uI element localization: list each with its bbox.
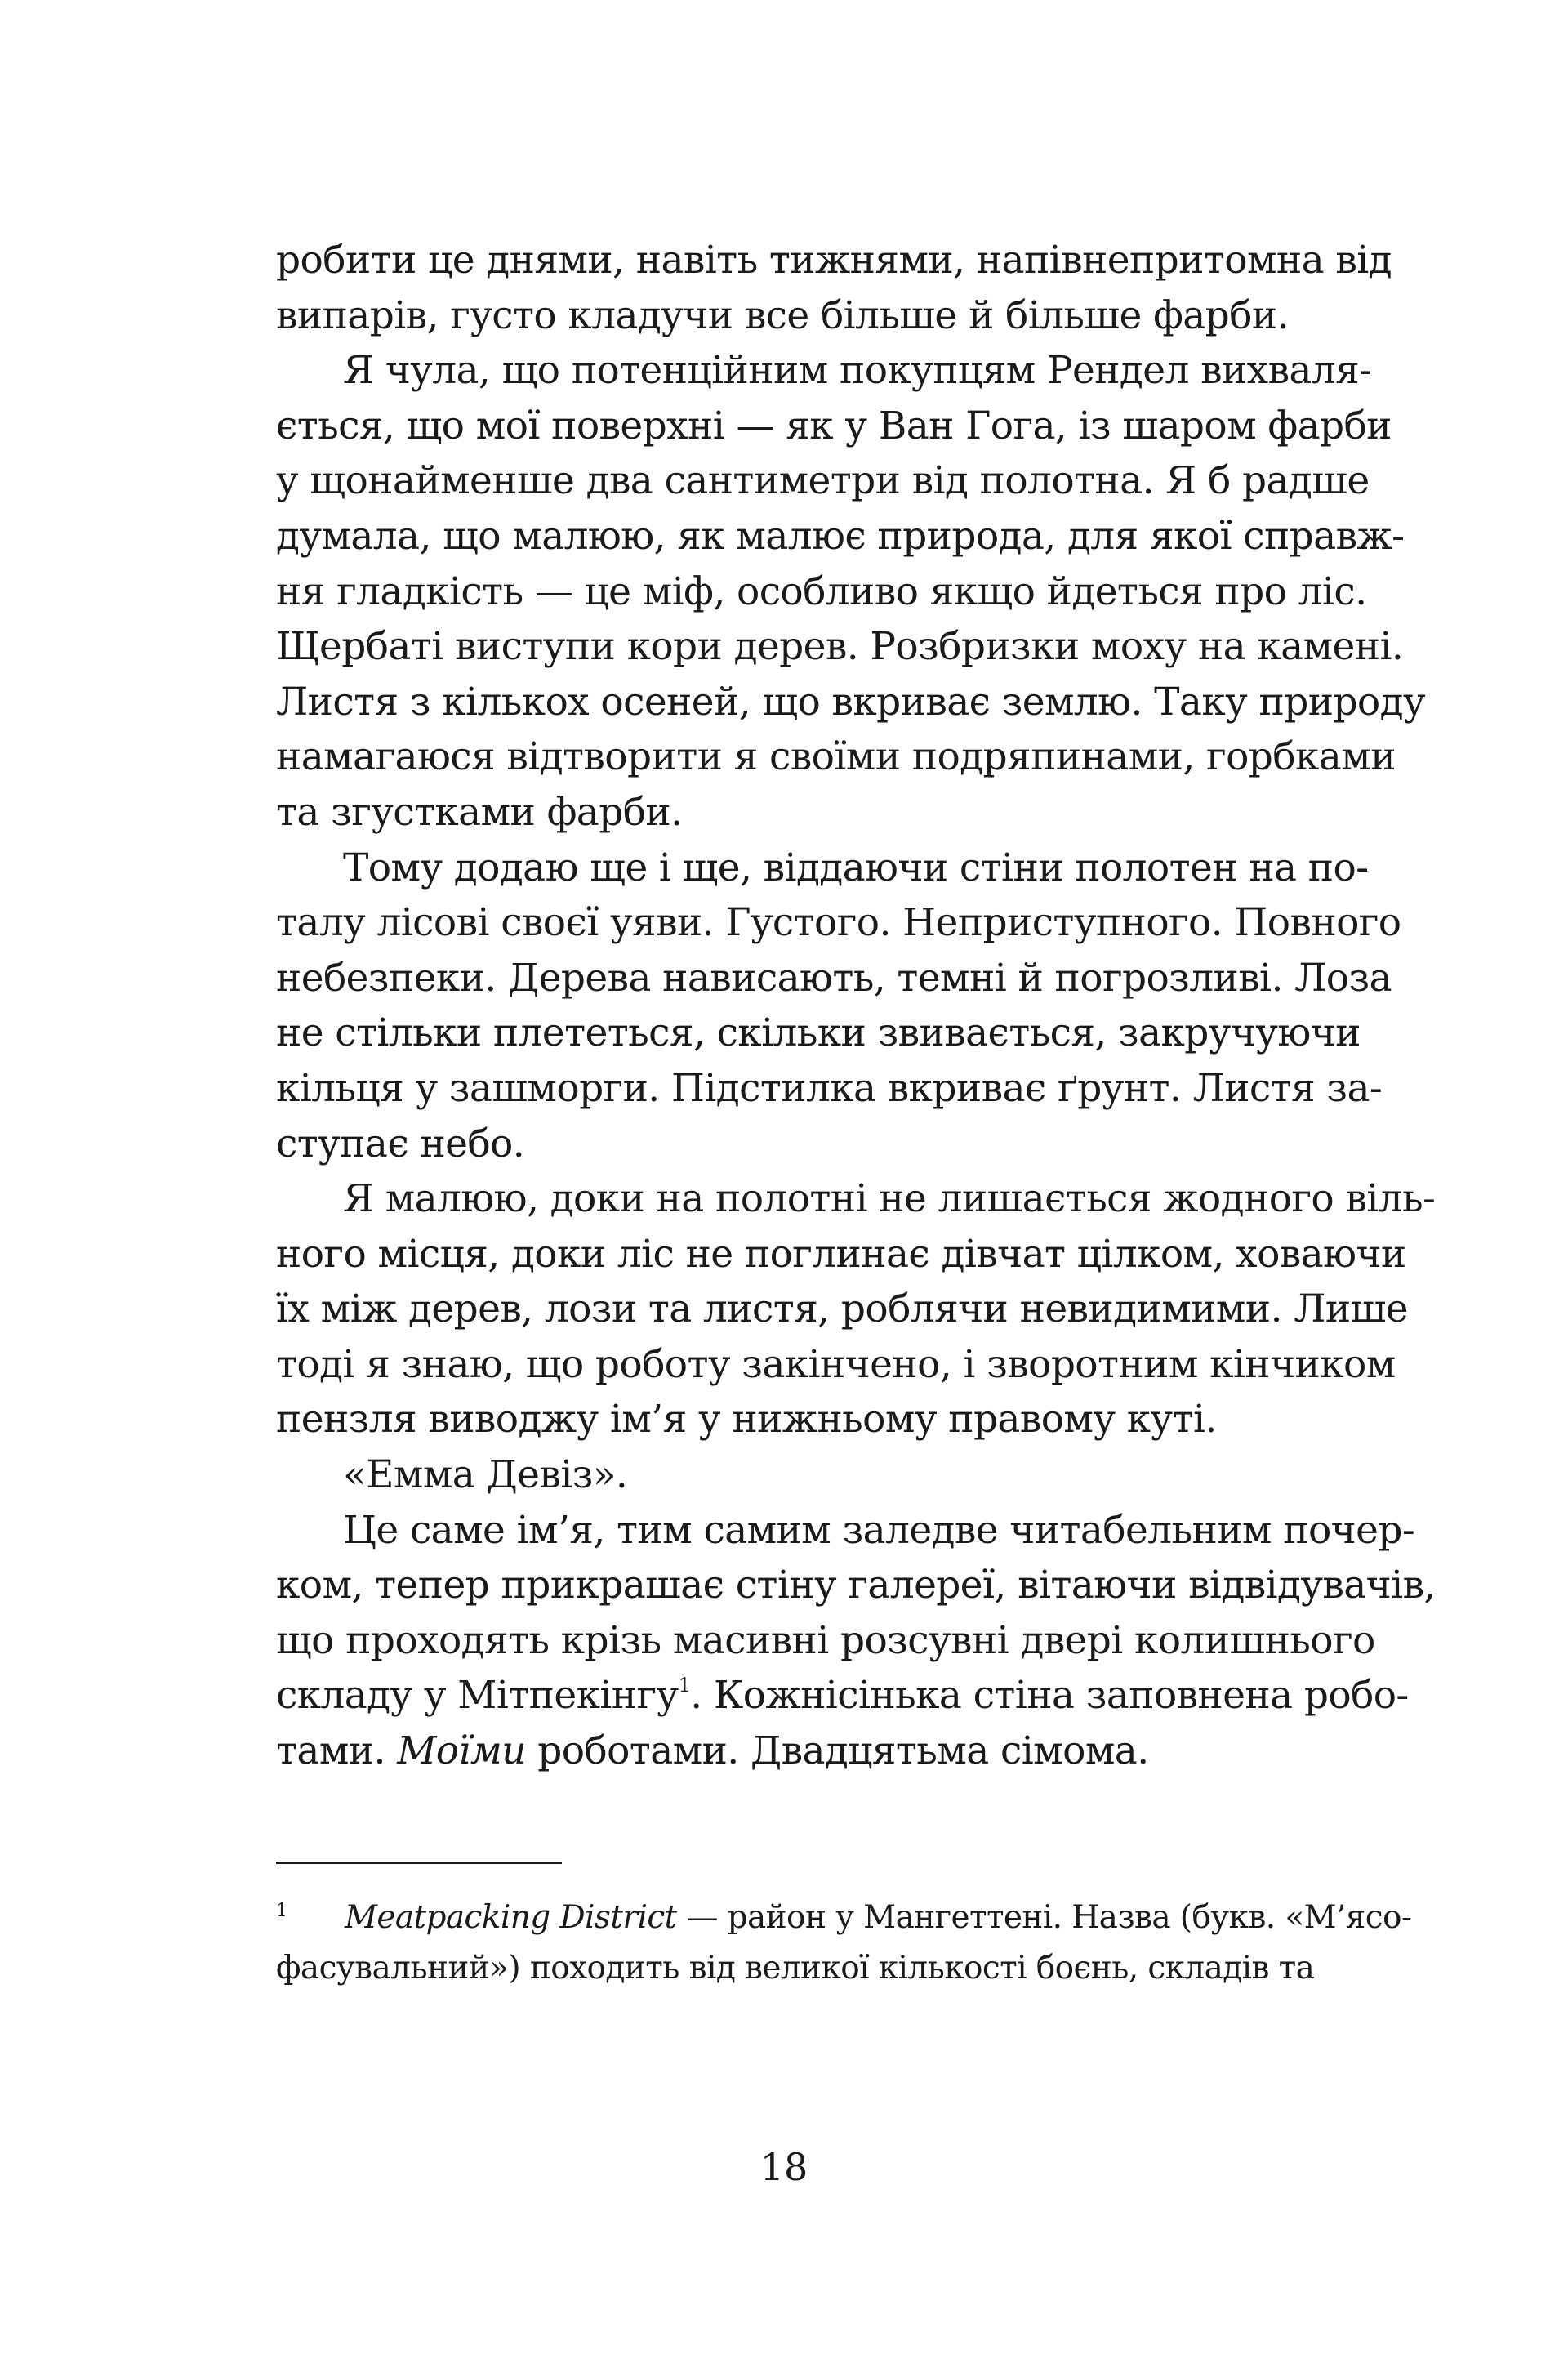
text-line: талу лісові своєї уяви. Густого. Неприступного. Повного	[276, 900, 1401, 946]
paragraph	[276, 1171, 1436, 1447]
footnote-term: Meatpacking District	[345, 1899, 677, 1936]
text-line: думала, що малюю, як малює природа, для якої справж-	[276, 513, 1405, 559]
emphasized-word: Моїми	[397, 1728, 526, 1774]
text-line: Листя з кількох осеней, що вкриває землю. Таку природу	[276, 679, 1426, 725]
text-line	[276, 1668, 1409, 1724]
text-line: Я малюю, доки на полотні не лишається жодного віль-	[343, 1176, 1436, 1222]
text-line: намагаюся відтворити я своїми подряпинами, горбками	[276, 734, 1396, 780]
text-line: ного місця, доки ліс не поглинає дівчат цілком, ховаючи	[276, 1231, 1406, 1277]
text-line: робити це днями, навіть тижнями, напівнепритомна від	[276, 238, 1392, 283]
text-line: Я чула, що потенційним покупцям Рендел вихваля-	[343, 348, 1372, 394]
text-line: кільця у зашморги. Підстилка вкриває ґрунт. Листя за-	[276, 1065, 1383, 1111]
text-line: Це саме ім’я, тим самим заледве читабельним почер-	[343, 1507, 1415, 1553]
paragraph	[276, 343, 1426, 840]
text-line: у щонайменше два сантиметри від полотна. Я б радше	[276, 458, 1370, 504]
text-line: ком, тепер прикрашає стіну галереї, вітаючи відвідувачів,	[276, 1563, 1436, 1608]
footnote-marker: 1	[276, 1901, 287, 1921]
paragraph	[276, 1447, 1303, 1503]
text-line: «Емма Девіз».	[343, 1452, 628, 1498]
text-segment: тами.	[276, 1728, 398, 1774]
text-line: небезпеки. Дерева нависають, темні й погрозливі. Лоза	[276, 955, 1392, 1001]
paragraph	[276, 841, 1401, 1172]
text-segment: — район у Мангеттені. Назва (букв. «М’ясо-	[676, 1899, 1412, 1936]
body-text	[276, 233, 1436, 1779]
paragraph	[276, 233, 1392, 343]
text-segment: складу у Мітпекінгу	[276, 1673, 679, 1719]
text-line: тоді я знаю, що роботу закінчено, і зворотним кінчиком	[276, 1341, 1396, 1387]
footnote-reference[interactable]: 1	[678, 1674, 691, 1697]
text-line: їх між дерев, лози та листя, роблячи невидимими. Лише	[276, 1287, 1408, 1332]
footnote-divider	[276, 1862, 562, 1864]
text-line: ступає небо.	[276, 1121, 525, 1166]
page-number: 18	[760, 2145, 808, 2189]
text-segment: . Кожнісінька стіна заповнена робо-	[690, 1673, 1409, 1719]
text-segment: роботами. Двадцятьма сімома.	[525, 1728, 1149, 1774]
footnote-line: фасувальний») походить від великої кількості боєнь, складів та	[276, 1950, 1315, 1987]
text-line: випарів, густо кладучи все більше й більше фарби.	[276, 292, 1289, 338]
paragraph	[276, 1503, 1436, 1779]
text-line: ня гладкість — це міф, особливо якщо йдеться про ліс.	[276, 569, 1367, 614]
footnote	[276, 1886, 1412, 1994]
text-line	[276, 1724, 1303, 1779]
text-line: та згустками фарби.	[276, 789, 683, 835]
text-line: не стільки плететься, скільки звивається, закручуючи	[276, 1010, 1361, 1056]
text-line: Щербаті виступи кори дерев. Розбризки моху на камені.	[276, 624, 1404, 670]
text-line: Тому додаю ще і ще, віддаючи стіни полотен на по-	[343, 845, 1369, 890]
text-line: що проходять крізь масивні розсувні двері колишнього	[276, 1617, 1375, 1663]
text-line: пензля виводжу ім’я у нижньому правому куті.	[276, 1397, 1217, 1443]
footnote-line	[276, 1886, 1412, 1943]
text-line: ється, що мої поверхні — як у Ван Гога, із шаром фарби	[276, 403, 1392, 448]
